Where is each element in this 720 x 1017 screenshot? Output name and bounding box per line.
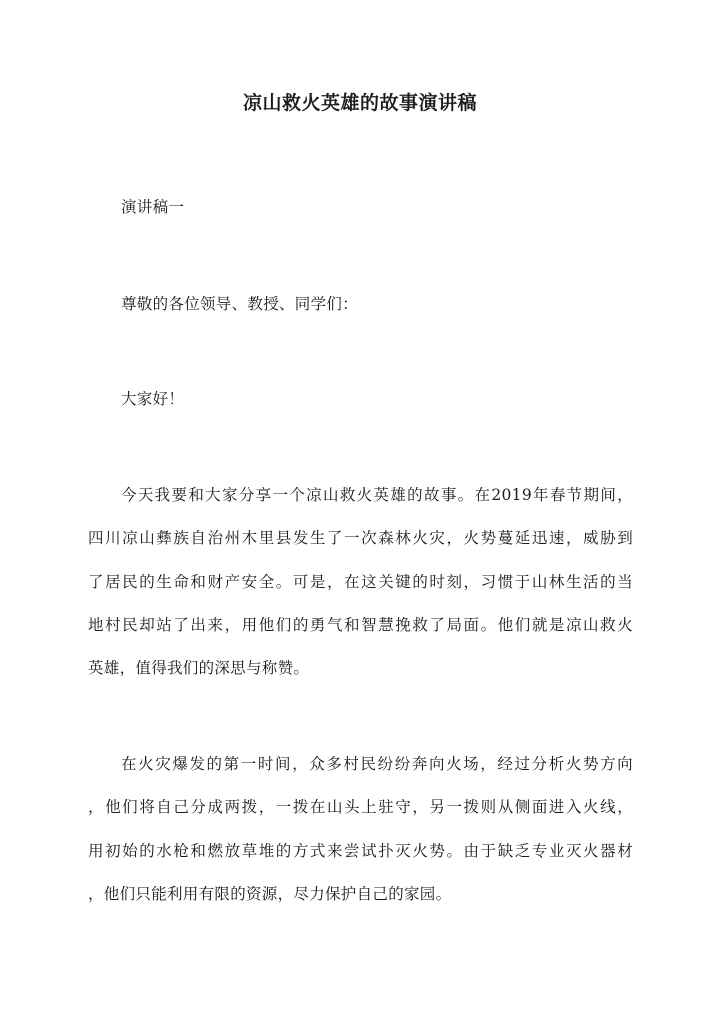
paragraph1-line1: 今天我要和大家分享一个凉山救火英雄的故事。在2019年春节期间， xyxy=(121,486,633,504)
greeting: 大家好！ xyxy=(121,390,185,408)
paragraph2-line1: 在火灾爆发的第一时间，众多村民纷纷奔向火场，经过分析火势方向 xyxy=(121,755,633,773)
paragraph1-line5: 英雄，值得我们的深思与称赞。 xyxy=(88,659,310,677)
paragraph1-line2: 四川凉山彝族自治州木里县发生了一次森林火灾，火势蔓延迅速，威胁到 xyxy=(88,529,633,547)
paragraph2-line4: ，他们只能利用有限的资源，尽力保护自己的家园。 xyxy=(88,885,452,903)
paragraph1-line3: 了居民的生命和财产安全。可是，在这关键的时刻，习惯于山林生活的当 xyxy=(88,573,633,591)
paragraph2-line3: 用初始的水枪和燃放草堆的方式来尝试扑灭火势。由于缺乏专业灭火器材 xyxy=(88,842,633,860)
section-heading: 演讲稿一 xyxy=(121,198,185,216)
document-title: 凉山救火英雄的故事演讲稿 xyxy=(242,92,477,114)
paragraph2-line2: ，他们将自己分成两拨，一拨在山头上驻守，另一拨则从侧面进入火线， xyxy=(88,798,633,816)
paragraph1-line4: 地村民却站了出来，用他们的勇气和智慧挽救了局面。他们就是凉山救火 xyxy=(88,616,633,634)
salutation: 尊敬的各位领导、教授、同学们： xyxy=(121,295,359,313)
